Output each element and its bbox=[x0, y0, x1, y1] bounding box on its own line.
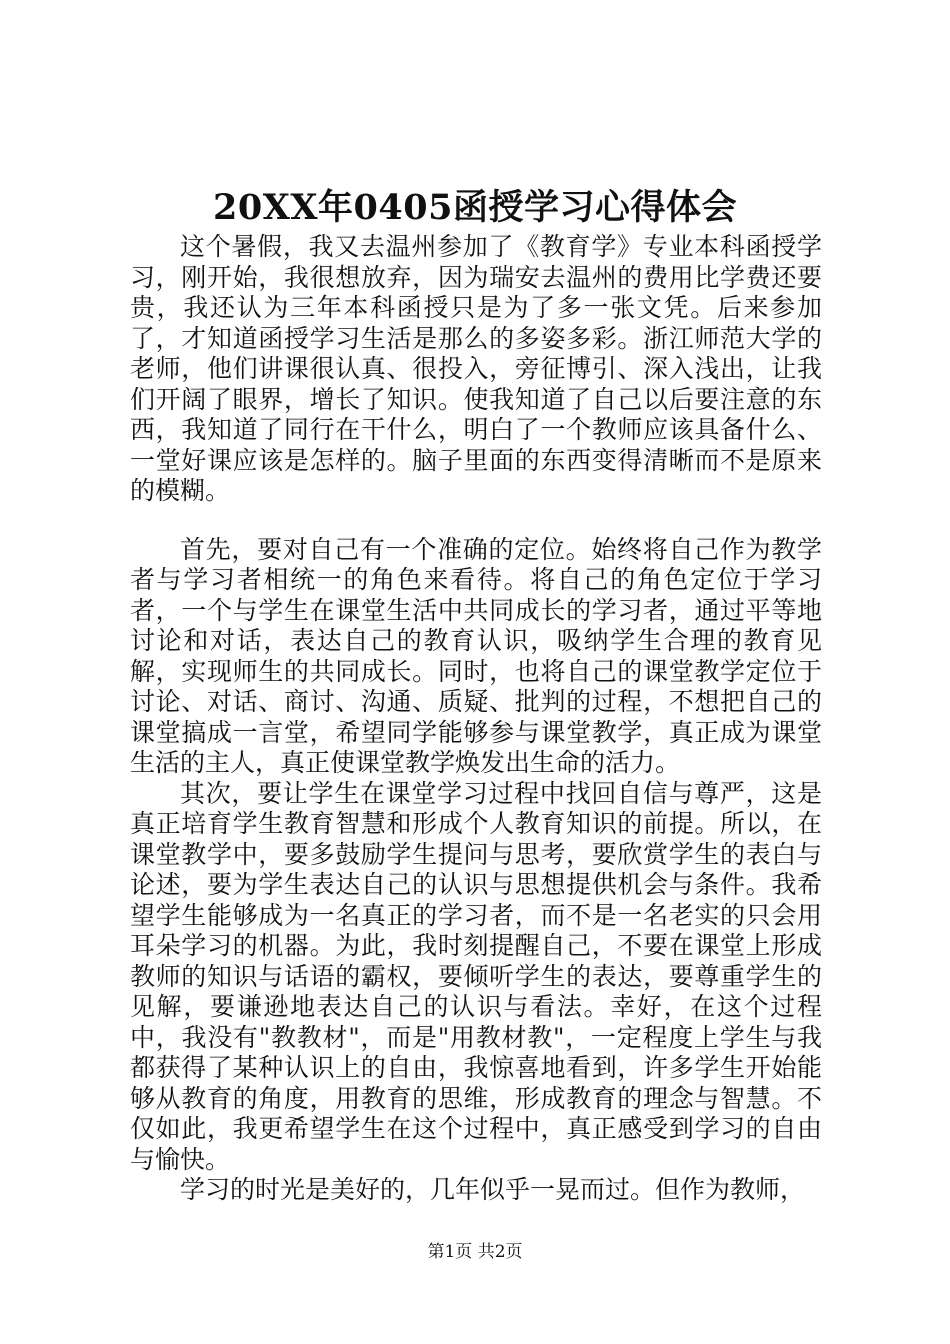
paragraph-1: 这个暑假，我又去温州参加了《教育学》专业本科函授学习，刚开始，我很想放弃，因为瑞安去温州的费用比学费还要贵，我还认为三年本科函授只是为了多一张文凭。后来参加了，才知道函授学习生活是那么的多姿多彩。浙江师范大学的老师，他们讲课很认真、很投入，旁征博引、深入浅出，让我们开阔了眼界，增长了知识。使我知道了自己以后要注意的东西，我知道了同行在干什么，明白了一个教师应该具备什么、一堂好课应该是怎样的。脑子里面的东西变得清晰而不是原来的模糊。 bbox=[130, 232, 822, 505]
page-number-footer: 第1页 共2页 bbox=[427, 1242, 523, 1262]
paragraph-4: 学习的时光是美好的，几年似乎一晃而过。但作为教师， bbox=[180, 1175, 806, 1204]
paragraph-3: 其次，要让学生在课堂学习过程中找回自信与尊严，这是真正培育学生教育智慧和形成个人教育知识的前提。所以，在课堂教学中，要多鼓励学生提问与思考，要欣赏学生的表白与论述，要为学生表达自己的认识与思想提供机会与条件。我希望学生能够成为一名真正的学习者，而不是一名老实的只会用耳朵学习的机器。为此，我时刻提醒自己，不要在课堂上形成教师的知识与话语的霸权，要倾听学生的表达，要尊重学生的见解，要谦逊地表达自己的认识与看法。幸好，在这个过程中，我没有"教教材"，而是"用教材教"，一定程度上学生与我都获得了某种认识上的自由，我惊喜地看到，许多学生开始能够从教育的角度，用教育的思维，形成教育的理念与智慧。不仅如此，我更希望学生在这个过程中，真正感受到学习的自由与愉快。 bbox=[130, 778, 822, 1174]
document-title: 20XX年0405函授学习心得体会 bbox=[213, 187, 737, 228]
paragraph-2: 首先，要对自己有一个准确的定位。始终将自己作为教学者与学习者相统一的角色来看待。将自己的角色定位于学习者，一个与学生在课堂生活中共同成长的学习者，通过平等地讨论和对话，表达自己的教育认识，吸纳学生合理的教育见解，实现师生的共同成长。同时，也将自己的课堂教学定位于讨论、对话、商讨、沟通、质疑、批判的过程，不想把自己的课堂搞成一言堂，希望同学能够参与课堂教学，真正成为课堂生活的主人，真正使课堂教学焕发出生命的活力。 bbox=[130, 534, 822, 777]
document-body bbox=[130, 232, 822, 1206]
